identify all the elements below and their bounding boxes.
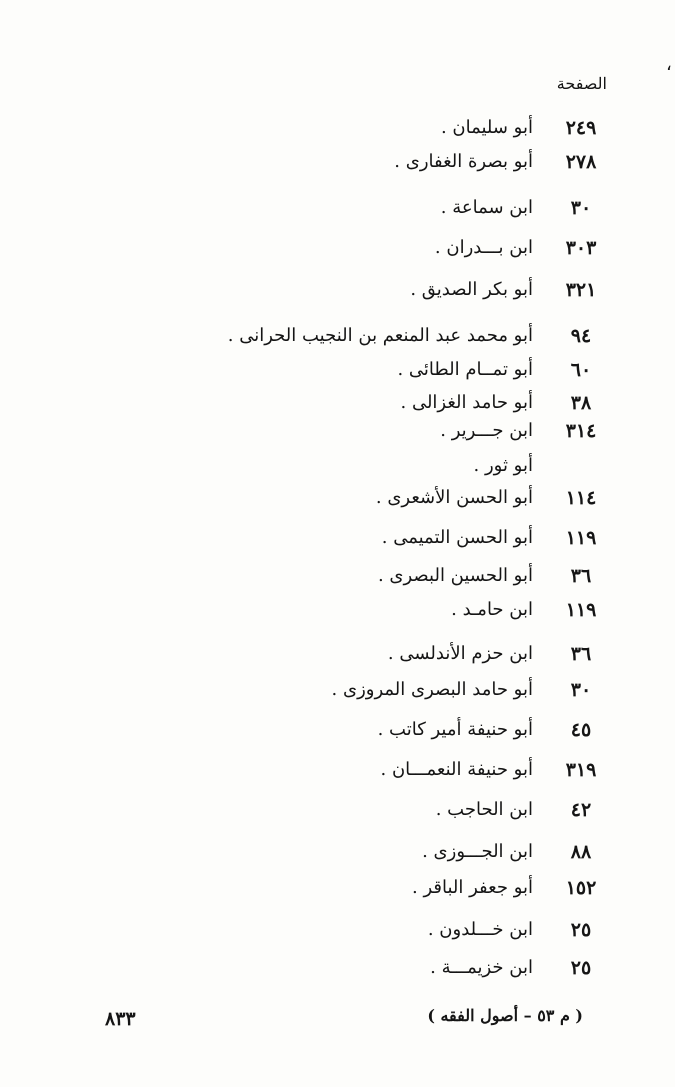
index-entry [0,322,675,350]
entry-name: ابن بـــدران . [434,237,533,258]
entry-page-number: ٣٨ [570,392,592,414]
entry-name: أبو محمد عبد المنعم بن النجيب الحرانى . [227,325,533,346]
index-entry [0,640,675,668]
entry-page-number: ٨٨ [570,841,592,863]
index-entry [0,276,675,304]
entry-page-number: ٣٠ [570,679,592,701]
entry-page-number: ١١٩ [565,527,597,549]
entry-name: ابن حزم الأندلسى . [387,643,533,664]
entry-name: أبو بصرة الغفارى . [394,151,533,172]
index-entry [0,838,675,866]
index-entry [0,417,675,445]
index-entry [0,389,675,417]
index-entry [0,194,675,222]
entry-name: أبو تمــام الطائى . [397,359,533,380]
index-entry [0,452,675,480]
entry-name: أبو الحسين البصرى . [377,565,533,586]
entry-name: أبو جعفر الباقر . [412,877,533,898]
entry-name: أبو حنيفة النعمـــان . [380,759,533,780]
entry-page-number: ١١٩ [565,599,597,621]
entry-page-number: ٣١٤ [565,420,597,442]
index-entry [0,524,675,552]
index-entry [0,796,675,824]
entry-name: ابن حامـد . [451,599,533,620]
index-entry [0,484,675,512]
entry-page-number: ٣٠ [570,197,592,219]
entry-name: أبو حنيفة أمير كاتب . [377,719,533,740]
index-entry [0,676,675,704]
index-entry [0,148,675,176]
entry-page-number: ٣٢١ [565,279,597,301]
entry-page-number: ٢٥ [570,957,592,979]
entry-name: ابن خزيمـــة . [430,957,533,978]
entry-name: ابن خـــلدون . [427,919,533,940]
entry-page-number: ٢٧٨ [565,151,597,173]
entry-name: ابن الحاجب . [435,799,533,820]
index-entry [0,756,675,784]
entry-page-number: ٢٤٩ [565,117,597,139]
page-column-header: الصفحة [556,74,607,93]
entry-page-number: ٤٢ [570,799,592,821]
entry-name: أبو بكر الصديق . [410,279,533,300]
entry-page-number: ٩٤ [570,325,592,347]
entry-page-number: ٣٦ [570,643,592,665]
entry-page-number: ٢٥ [570,919,592,941]
index-entry [0,596,675,624]
signature-mark: ( م ٥٣ – أصول الفقه ) [427,1006,583,1025]
entry-name: أبو ثور . [473,455,533,476]
index-entry [0,114,675,142]
index-entry [0,874,675,902]
index-entry [0,562,675,590]
index-entry [0,356,675,384]
entry-page-number: ٤٥ [570,719,592,741]
entry-name: أبو حامد البصرى المروزى . [331,679,533,700]
entry-name: أبو حامد الغزالى . [400,392,533,413]
entry-page-number: ٦٠ [570,359,592,381]
index-entry [0,716,675,744]
index-entry [0,954,675,982]
entry-name: أبو الحسن الأشعرى . [375,487,533,508]
entry-name: ابن سماعة . [440,197,533,218]
corner-mark: ، [666,54,672,75]
entry-name: ابن الجـــوزى . [422,841,533,862]
index-entry [0,916,675,944]
page-number: ٨٣٣ [105,1008,136,1030]
entry-page-number: ١١٤ [565,487,597,509]
entry-name: ابن جـــرير . [440,420,533,441]
index-entry [0,234,675,262]
entry-name: أبو سليمان . [440,117,533,138]
entry-page-number: ٣٦ [570,565,592,587]
entry-name: أبو الحسن التميمى . [381,527,533,548]
entry-page-number: ٣٠٣ [565,237,597,259]
entry-page-number: ١٥٢ [565,877,597,899]
entry-page-number: ٣١٩ [565,759,597,781]
